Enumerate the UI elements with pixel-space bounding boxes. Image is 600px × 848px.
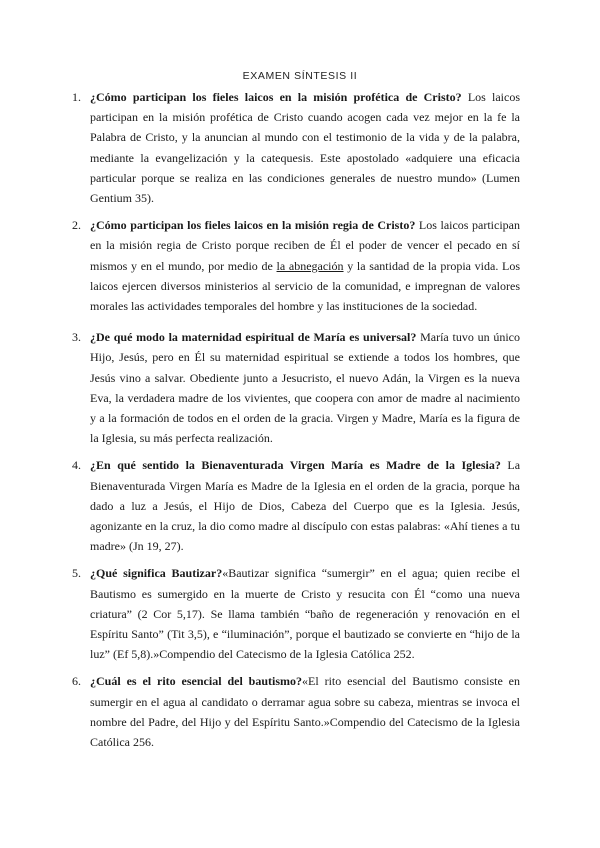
question-number: 4. xyxy=(72,458,81,473)
question-number: 3. xyxy=(72,330,81,345)
exam-title: EXAMEN SÍNTESIS II xyxy=(242,70,358,82)
question-number: 5. xyxy=(72,566,81,581)
question-item-6 xyxy=(72,671,520,752)
answer-text: «El rito esencial del Bautismo consiste en sumergir en el agua al candidato o derramar agua sobre su cabeza, mientras se invoca el nombre del Padre, del Hijo y del Espíritu Santo.»Compendio del Catecismo de la Iglesia Católica 256. xyxy=(90,674,520,750)
answer-text: María tuvo un único Hijo, Jesús, pero en Él su maternidad espiritual se extiende a todos los hombres, que Jesús vino a salvar. Obediente junto a Jesucristo, el nuevo Adán, la Virgen es la nueva Eva, la verdadera madre de los vivientes, que coopera con amor de madre al nacimiento y a la formación de todos en el orden de la gracia. Virgen y Madre, María es la figura de la Iglesia, su más perfecta realización. xyxy=(90,330,520,446)
answer-text: Los laicos participan en la misión profética de Cristo cuando acogen cada vez mejor en la fe la Palabra de Cristo, y la anuncian al mundo con el testimonio de la vida y de la palabra, mediante la evangelización y la catequesis. Este apostolado «adquiere una eficacia particular porque se realiza en las condiciones generales de nuestro mundo» (Lumen Gentium 35). xyxy=(90,90,520,206)
question-number: 1. xyxy=(72,90,81,104)
question-text: ¿Qué significa Bautizar? xyxy=(90,566,223,581)
question-item-5 xyxy=(72,563,520,664)
question-number: 2. xyxy=(72,218,81,233)
answer-text: La Bienaventurada Virgen María es Madre de la Iglesia en el orden de la gracia, porque ha dado a luz a Jesús, el Hijo de Dios, Cabeza del Cuerpo que es la Iglesia. Jesús, agonizante en la cruz, la dio como madre al discípulo con estas palabras: «Ahí tienes a tu madre» (Jn 19, 27). xyxy=(90,458,521,554)
question-text: ¿Cuál es el rito esencial del bautismo? xyxy=(90,674,303,689)
question-list xyxy=(72,87,521,759)
question-number: 6. xyxy=(72,674,81,689)
answer-text: «Bautizar significa “sumergir” en el agua; quien recibe el Bautismo es sumergido en la muerte de Cristo y resucita con Él “como una nueva criatura” (2 Cor 5,17). Se llama también “baño de regeneración y renovación en el Espíritu Santo” (Tit 3,5), e “iluminación”, porque el bautizado se convierte en “hijo de la luz” (Ef 5,8).»Compendio del Catecismo de la Iglesia Católica 252. xyxy=(90,566,520,662)
question-text: ¿De qué modo la maternidad espiritual de María es universal? xyxy=(90,330,417,345)
question-text: ¿En qué sentido la Bienaventurada Virgen María es Madre de la Iglesia? xyxy=(90,458,501,473)
underlined-phrase: la abnegación xyxy=(276,258,344,273)
question-text: ¿Cómo participan los fieles laicos en la misión regia de Cristo? xyxy=(90,218,416,233)
question-item-3 xyxy=(72,327,520,448)
question-item-4 xyxy=(72,455,521,556)
answer-text: Los laicos participan en la misión regia de Cristo porque reciben de Él el poder de vencer el pecado en sí mismos y en el mundo, por medio de xyxy=(90,218,521,273)
question-item-1 xyxy=(72,87,520,208)
answer-text-continued: y la santidad de la propia vida. Los laicos ejercen diversos ministerios al servicio de la comunidad, e impregnan de valores morales las actividades temporales del hombre y las instituciones de la sociedad. xyxy=(90,258,521,314)
question-text: ¿Cómo participan los fieles laicos en la misión profética de Cristo? xyxy=(90,90,462,104)
question-item-2 xyxy=(72,215,521,316)
